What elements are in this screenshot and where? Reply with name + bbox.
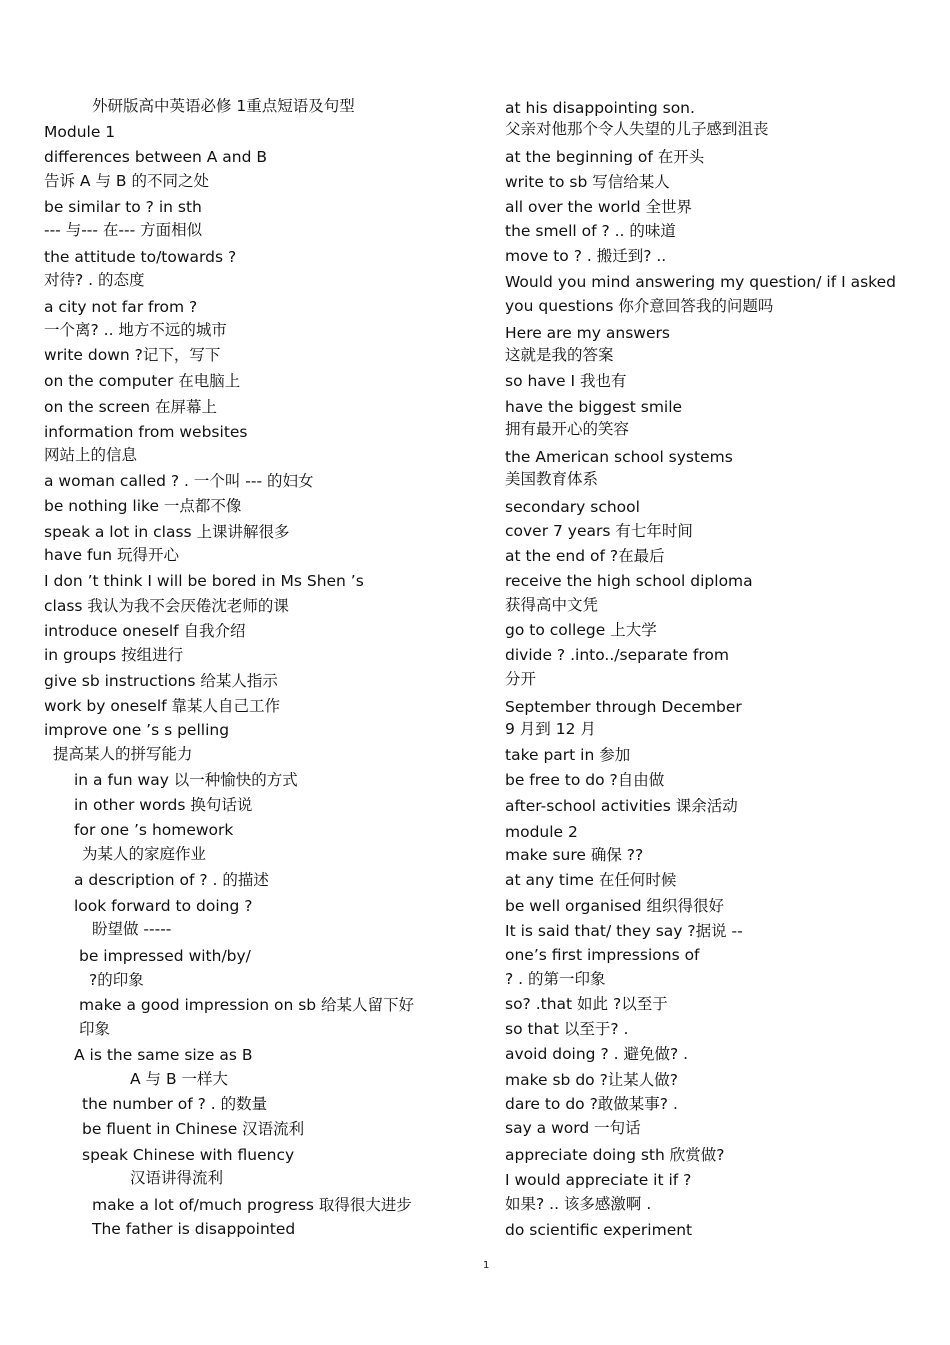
text-line: the American school systems	[505, 448, 733, 466]
text-line: be nothing like 一点都不像	[44, 497, 242, 515]
text-line: make a good impression on sb 给某人留下好	[79, 996, 415, 1014]
text-line: I would appreciate it if ?	[505, 1171, 692, 1189]
text-line: divide ? .into../separate from	[505, 646, 729, 664]
text-line: Here are my answers	[505, 324, 670, 342]
text-line: 如果? .. 该多感激啊 .	[505, 1195, 652, 1213]
text-line: 获得高中文凭	[505, 596, 599, 614]
text-line: be well organised 组织得很好	[505, 897, 724, 915]
text-line: be impressed with/by/	[79, 947, 251, 965]
text-line: at any time 在任何时候	[505, 871, 677, 889]
text-line: the number of ? . 的数量	[82, 1095, 268, 1113]
text-line: dare to do ?敢做某事? .	[505, 1095, 678, 1113]
text-line: be fluent in Chinese 汉语流利	[82, 1120, 305, 1138]
text-line: 告诉 A 与 B 的不同之处	[44, 172, 209, 190]
text-line: improve one ’s s pelling	[44, 721, 230, 739]
text-line: avoid doing ? . 避免做? .	[505, 1045, 689, 1063]
text-line: all over the world 全世界	[505, 198, 692, 216]
text-line: work by oneself 靠某人自己工作	[44, 697, 281, 715]
text-line: on the screen 在屏幕上	[44, 398, 218, 416]
text-line: 父亲对他那个令人失望的儿子感到沮丧	[505, 120, 769, 138]
text-line: say a word 一句话	[505, 1119, 641, 1137]
text-line: in a fun way 以一种愉快的方式	[74, 771, 298, 789]
text-line: The father is disappointed	[92, 1220, 296, 1238]
text-line: so that 以至于? .	[505, 1020, 629, 1038]
text-line: ?的印象	[89, 971, 144, 989]
text-line: I don ’t think I will be bored in Ms Shen ’s	[44, 572, 364, 590]
text-line: the attitude to/towards ?	[44, 248, 237, 266]
text-line: the smell of ? .. 的味道	[505, 222, 676, 240]
text-line: in other words 换句话说	[74, 796, 253, 814]
text-line: information from websites	[44, 423, 248, 441]
text-line: September through December	[505, 698, 742, 716]
text-line: you questions 你介意回答我的问题吗	[505, 297, 774, 315]
text-line: 9 月到 12 月	[505, 720, 596, 738]
text-line: take part in 参加	[505, 746, 631, 764]
text-line: at the beginning of 在开头	[505, 148, 705, 166]
text-line: class 我认为我不会厌倦沈老师的课	[44, 597, 289, 615]
text-line: ? . 的第一印象	[505, 970, 606, 988]
text-line: one’s first impressions of	[505, 946, 700, 964]
text-line: It is said that/ they say ?据说 --	[505, 922, 743, 940]
text-line: 为某人的家庭作业	[82, 845, 207, 863]
page-number: 1	[483, 1260, 490, 1271]
text-line: speak a lot in class 上课讲解很多	[44, 523, 290, 541]
text-line: a woman called ? . 一个叫 --- 的妇女	[44, 472, 314, 490]
text-line: 美国教育体系	[505, 470, 599, 488]
text-line: A 与 B 一样大	[130, 1070, 229, 1088]
text-line: 一个离? .. 地方不远的城市	[44, 321, 227, 339]
text-line: have fun 玩得开心	[44, 546, 179, 564]
text-line: Would you mind answering my question/ if I asked	[505, 273, 896, 291]
text-line: 汉语讲得流利	[130, 1169, 224, 1187]
text-line: 对待? . 的态度	[44, 271, 145, 289]
text-line: look forward to doing ?	[74, 897, 253, 915]
text-line: Module 1	[44, 123, 116, 141]
text-line: after-school activities 课余活动	[505, 797, 738, 815]
text-line: make sb do ?让某人做?	[505, 1071, 679, 1089]
text-line: introduce oneself 自我介绍	[44, 622, 246, 640]
text-line: secondary school	[505, 498, 640, 516]
text-line: a description of ? . 的描述	[74, 871, 269, 889]
text-line: --- 与--- 在--- 方面相似	[44, 221, 203, 239]
text-line: write to sb 写信给某人	[505, 173, 670, 191]
text-line: go to college 上大学	[505, 621, 657, 639]
text-line: speak Chinese with fluency	[82, 1146, 295, 1164]
text-line: write down ?记下，写下	[44, 346, 221, 364]
text-line: 分开	[505, 670, 537, 688]
text-line: A is the same size as B	[74, 1046, 253, 1064]
text-line: be free to do ?自由做	[505, 771, 665, 789]
text-line: so have I 我也有	[505, 372, 627, 390]
text-line: 拥有最开心的笑容	[505, 420, 630, 438]
text-line: a city not far from ?	[44, 298, 198, 316]
text-line: 这就是我的答案	[505, 346, 614, 364]
text-line: move to ? . 搬迁到? ..	[505, 247, 667, 265]
text-line: on the computer 在电脑上	[44, 372, 241, 390]
text-line: in groups 按组进行	[44, 646, 184, 664]
text-line: for one ’s homework	[74, 821, 234, 839]
text-line: so? .that 如此 ?以至于	[505, 995, 668, 1013]
text-line: 网站上的信息	[44, 446, 138, 464]
text-line: appreciate doing sth 欣赏做?	[505, 1146, 725, 1164]
text-line: be similar to ? in sth	[44, 198, 202, 216]
text-line: make a lot of/much progress 取得很大进步	[92, 1196, 412, 1214]
text-line: cover 7 years 有七年时间	[505, 522, 693, 540]
text-line: at his disappointing son.	[505, 99, 695, 117]
text-line: do scientific experiment	[505, 1221, 693, 1239]
text-line: module 2	[505, 823, 578, 841]
text-line: 提高某人的拼写能力	[53, 745, 193, 763]
text-line: 外研版高中英语必修 1重点短语及句型	[92, 97, 355, 115]
text-line: receive the high school diploma	[505, 572, 753, 590]
text-line: give sb instructions 给某人指示	[44, 672, 278, 690]
text-line: at the end of ?在最后	[505, 547, 665, 565]
text-line: 印象	[79, 1020, 111, 1038]
text-line: differences between A and B	[44, 148, 268, 166]
text-line: have the biggest smile	[505, 398, 683, 416]
text-line: make sure 确保 ??	[505, 846, 644, 864]
text-line: 盼望做 -----	[92, 920, 172, 938]
